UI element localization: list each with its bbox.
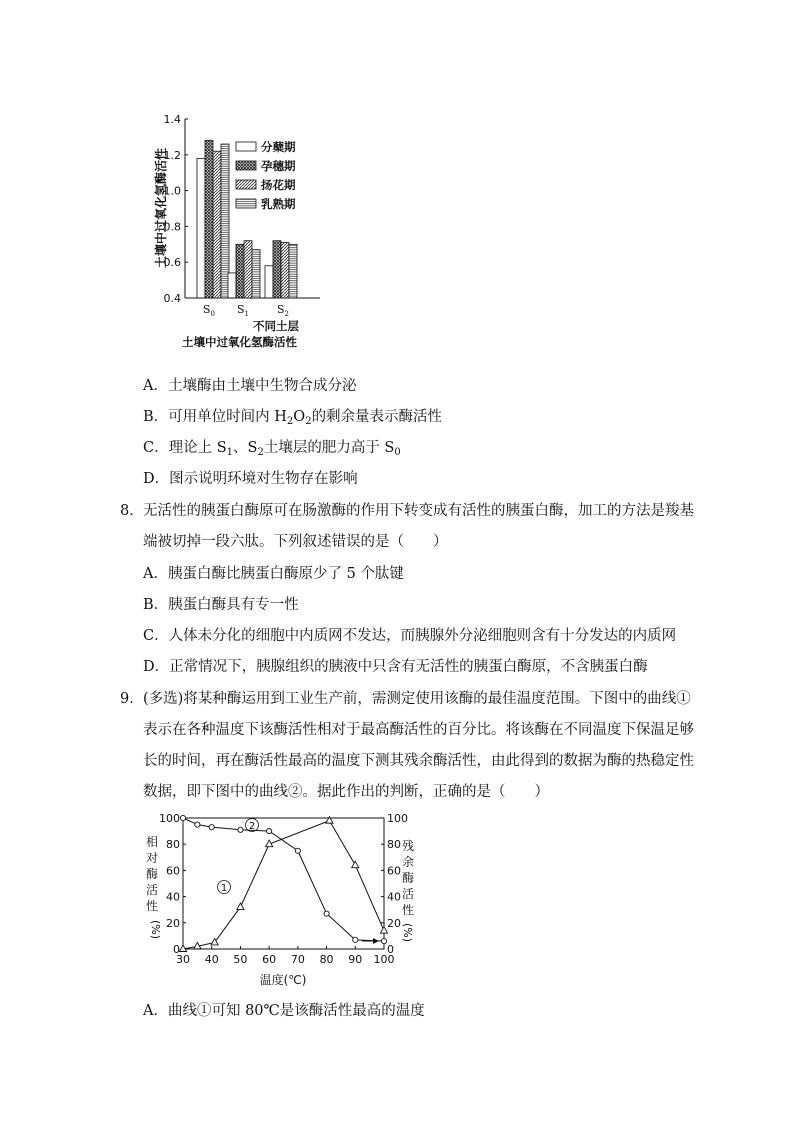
- legend-swatch: [236, 199, 256, 208]
- category-label-s2: $S_2$: [277, 303, 290, 318]
- q8-stem-line1: 无活性的胰蛋白酶原可在肠激酶的作用下转变成有活性的胰蛋白酶，加工的方法是羧基: [143, 503, 694, 519]
- bar-s0-1: [205, 140, 213, 298]
- series-line-1: [183, 821, 384, 949]
- q7-option-a: A．土壤酶由土壤中生物合成分泌: [143, 378, 357, 394]
- q7-option-d: D．图示说明环境对生物存在影响: [143, 471, 358, 487]
- q9-number: 9．: [120, 691, 144, 707]
- enzyme-temperature-line-chart: [140, 808, 415, 990]
- bar-s0-2: [213, 151, 221, 298]
- x-tick-label: 90: [348, 953, 363, 966]
- q9-stem-line1: (多选)将某种酶运用到工业生产前，需测定使用该酶的最佳温度范围。下图中的曲线①: [143, 691, 691, 707]
- right-axis-unit: (%): [401, 923, 414, 943]
- y-tick-label: 1.0: [163, 184, 181, 198]
- soil-enzyme-bar-chart: [140, 108, 320, 353]
- bar-s1-1: [236, 244, 244, 298]
- arrow-head-icon: [373, 938, 379, 944]
- bar-s2-2: [281, 243, 289, 298]
- right-tick-label: 0: [387, 943, 394, 956]
- left-tick-label: 80: [166, 838, 180, 852]
- bar-s2-3: [289, 244, 297, 298]
- triangle-point: [352, 861, 359, 868]
- legend-label: 乳熟期: [261, 197, 296, 211]
- left-tick-label: 100: [159, 812, 180, 825]
- y-tick-label: 1.2: [163, 148, 181, 162]
- bar-s1-2: [244, 241, 252, 298]
- bar-s1-3: [252, 250, 260, 298]
- circle-point: [381, 939, 386, 944]
- q9-stem-line4: 数据，即下图中的曲线②。据此作出的判断，正确的是（ ）: [143, 784, 549, 800]
- q8-stem-line2: 端被切掉一段六肽。下列叙述错误的是（ ）: [143, 534, 448, 550]
- right-tick-label: 80: [387, 838, 401, 852]
- x-tick-label: 70: [290, 953, 305, 966]
- x-axis-label: 温度(℃): [259, 973, 307, 987]
- x-tick-label: 80: [319, 953, 334, 966]
- right-tick-label: 100: [387, 812, 408, 825]
- curve-1-label: 1: [220, 883, 228, 894]
- circle-point: [238, 827, 243, 832]
- legend-label: 孕穗期: [261, 159, 296, 173]
- right-tick-label: 20: [387, 916, 401, 930]
- circle-point: [195, 822, 200, 827]
- circle-point: [267, 829, 272, 834]
- circle-point: [324, 911, 329, 916]
- q8-option-b: B．胰蛋白酶具有专一性: [143, 597, 299, 613]
- x-tick-label: 60: [262, 953, 277, 966]
- legend-label: 分蘖期: [261, 140, 296, 154]
- left-tick-label: 0: [173, 943, 180, 956]
- chart-title: 土壤中过氧化氢酶活性: [182, 335, 297, 349]
- legend-label: 扬花期: [261, 178, 296, 192]
- plot-frame: [183, 818, 384, 949]
- y-tick-label: 1.4: [163, 113, 181, 126]
- q9-option-a: A．曲线①可知 80℃是该酶活性最高的温度: [143, 1003, 425, 1019]
- category-label-s1: $S_1$: [237, 303, 250, 318]
- q7-option-b: B．可用单位时间内 $H_2O_2$的剩余量表示酶活性: [143, 409, 443, 427]
- legend-swatch: [236, 161, 256, 170]
- q7-option-c: C．理论上 $S_1$、$S_2$土壤层的肥力高于 $S_0$: [143, 440, 401, 458]
- x-tick-label: 40: [204, 953, 219, 966]
- left-tick-label: 20: [166, 916, 180, 930]
- bar-s2-1: [273, 241, 281, 298]
- x-tick-label: 100: [373, 953, 395, 966]
- circle-point: [353, 937, 358, 942]
- y-axis-label: 土壤中过氧化氢酶活性: [154, 147, 168, 269]
- q8-option-a: A．胰蛋白酶比胰蛋白酶原少了 5 个肽键: [143, 566, 404, 582]
- q9-stem-line3: 长的时间，再在酶活性最高的温度下测其残余酶活性，由此得到的数据为酶的热稳定性: [143, 753, 694, 769]
- circle-point: [295, 848, 300, 853]
- y-tick-label: 0.8: [163, 220, 181, 234]
- x-tick-label: 50: [233, 953, 248, 966]
- triangle-point: [237, 903, 244, 910]
- q9-stem-line2: 表示在各种温度下该酶活性相对于最高酶活性的百分比。将该酶在不同温度下保温足够: [143, 722, 694, 738]
- left-axis-label: 相对酶活性: [145, 835, 159, 913]
- q8-option-d: D．正常情况下，胰腺组织的胰液中只含有无活性的胰蛋白酶原，不含胰蛋白酶: [143, 659, 648, 675]
- y-tick-label: 0.4: [163, 292, 181, 305]
- q8-number: 8．: [120, 503, 144, 519]
- y-tick-label: 0.6: [163, 256, 181, 270]
- left-tick-label: 60: [166, 864, 180, 878]
- curve-2-label: 2: [248, 821, 256, 832]
- right-axis-label: 残余酶活性: [401, 839, 415, 917]
- q8-option-c: C．人体未分化的细胞中内质网不发达，而胰腺外分泌细胞则含有十分发达的内质网: [143, 628, 677, 644]
- left-tick-label: 40: [166, 890, 180, 904]
- bar-s1-0: [228, 273, 236, 298]
- x-tick-label: 30: [176, 953, 190, 966]
- legend-swatch: [236, 180, 256, 189]
- circle-point: [180, 815, 185, 820]
- bar-s2-0: [265, 266, 273, 298]
- circle-point: [209, 825, 214, 830]
- category-label-s0: $S_0$: [203, 303, 216, 318]
- right-tick-label: 60: [387, 864, 401, 878]
- bar-s0-0: [197, 158, 205, 298]
- series-line-2: [183, 818, 384, 941]
- legend-swatch: [236, 142, 256, 151]
- right-tick-label: 40: [387, 890, 401, 904]
- x-axis-label: 不同土层: [253, 319, 299, 333]
- left-axis-unit: (%): [149, 920, 162, 940]
